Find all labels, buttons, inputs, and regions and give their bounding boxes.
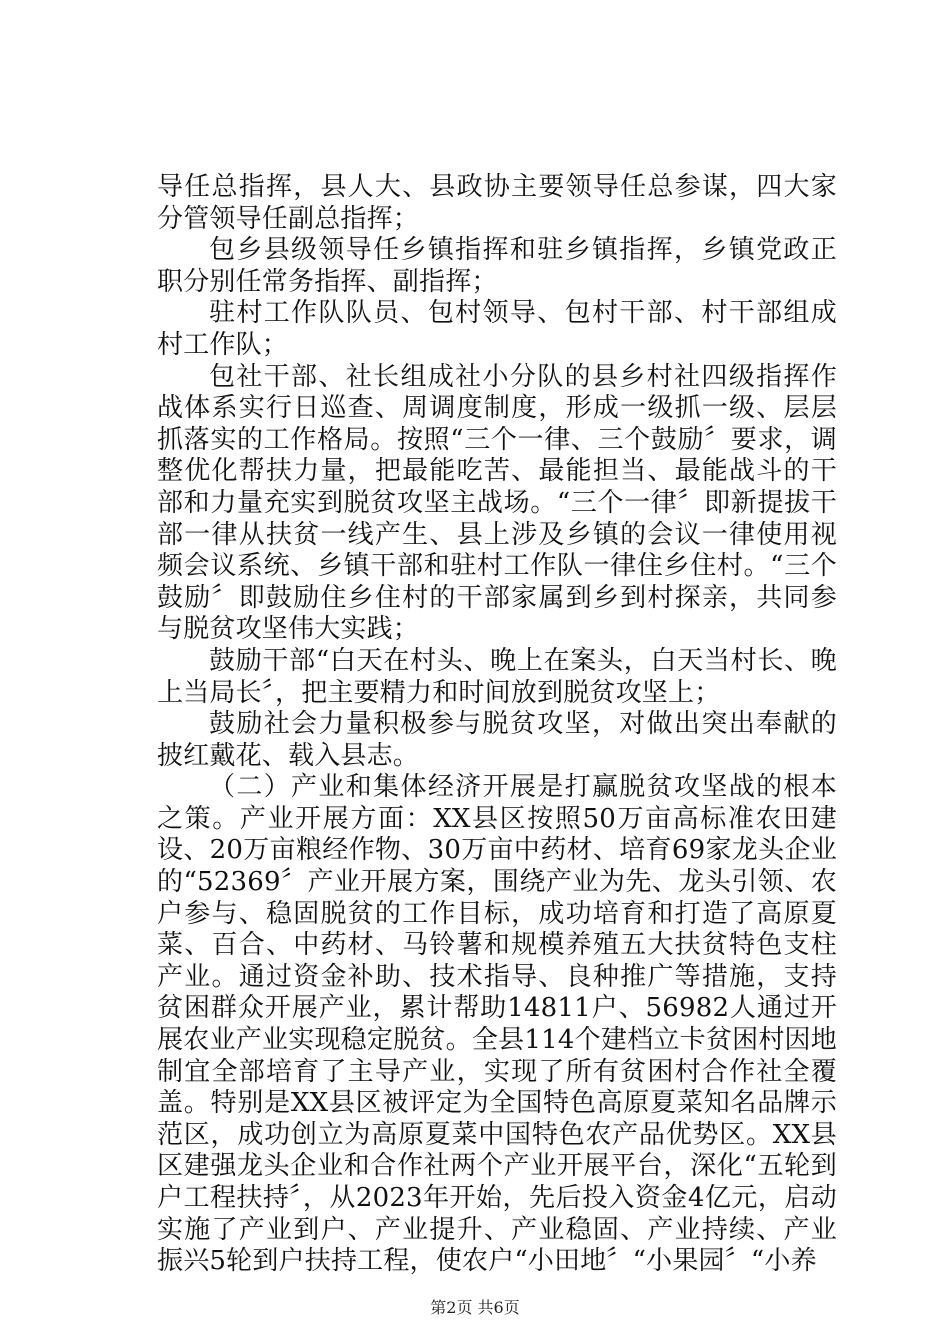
paragraph-encourage-cadres: 鼓励干部“白天在村头、晚上在案头，白天当村长、晚上当局长〞，把主要精力和时间放到脱贫攻坚上；	[157, 645, 837, 708]
paragraph-industry-development: （二）产业和集体经济开展是打赢脱贫攻坚战的根本之策。产业开展方面：XX县区按照50万亩高标准农田建设、20万亩粮经作物、30万亩中药材、培育69家龙头企业的“52369〞产业开展方案，围绕产业为先、龙头引领、农户参与、稳固脱贫的工作目标，成功培育和打造了高原夏菜、百合、中药材、马铃薯和规模养殖五大扶贫特色支柱产业。通过资金补助、技术指导、良种推广等措施，支持贫困群众开展产业，累计帮助14811户、56982人通过开展农业产业实现稳定脱贫。全县114个建档立卡贫困村因地制宜全部培育了主导产业，实现了所有贫困村合作社全覆盖。特别是XX县区被评定为全国特色高原夏菜知名品牌示范区，成功创立为高原夏菜中国特色农产品优势区。XX县区建强龙头企业和合作社两个产业开展平台，深化“五轮到户工程扶持〞，从2023年开始，先后投入资金4亿元，启动实施了产业到户、产业提升、产业稳固、产业持续、产业振兴5轮到户扶持工程，使农户“小田地〞“小果园〞“小养	[157, 772, 837, 1277]
paragraph-four-level-system: 包社干部、社长组成社小分队的县乡村社四级指挥作战体系实行日巡查、周调度制度，形成一级抓一级、层层抓落实的工作格局。按照“三个一律、三个鼓励〞要求，调整优化帮扶力量，把最能吃苦、最能担当、最能战斗的干部和力量充实到脱贫攻坚主战场。“三个一律〞即新提拔干部一律从扶贫一线产生、县上涉及乡镇的会议一律使用视频会议系统、乡镇干部和驻村工作队一律住乡住村。“三个鼓励〞即鼓励住乡住村的干部家属到乡到村探亲，共同参与脱贫攻坚伟大实践；	[157, 361, 837, 645]
paragraph-village-team: 驻村工作队队员、包村领导、包村干部、村干部组成村工作队；	[157, 298, 837, 360]
paragraph-encourage-society: 鼓励社会力量积极参与脱贫攻坚，对做出突出奉献的披红戴花、载入县志。	[157, 709, 837, 771]
document-body	[157, 172, 837, 1278]
paragraph-leadership-continuation: 导任总指挥，县人大、县政协主要领导任总参谋，四大家分管领导任副总指挥；	[157, 172, 837, 234]
paragraph-township-command: 包乡县级领导任乡镇指挥和驻乡镇指挥，乡镇党政正职分别任常务指挥、副指挥；	[157, 235, 837, 297]
page-footer: 第2页 共6页	[430, 1298, 520, 1317]
